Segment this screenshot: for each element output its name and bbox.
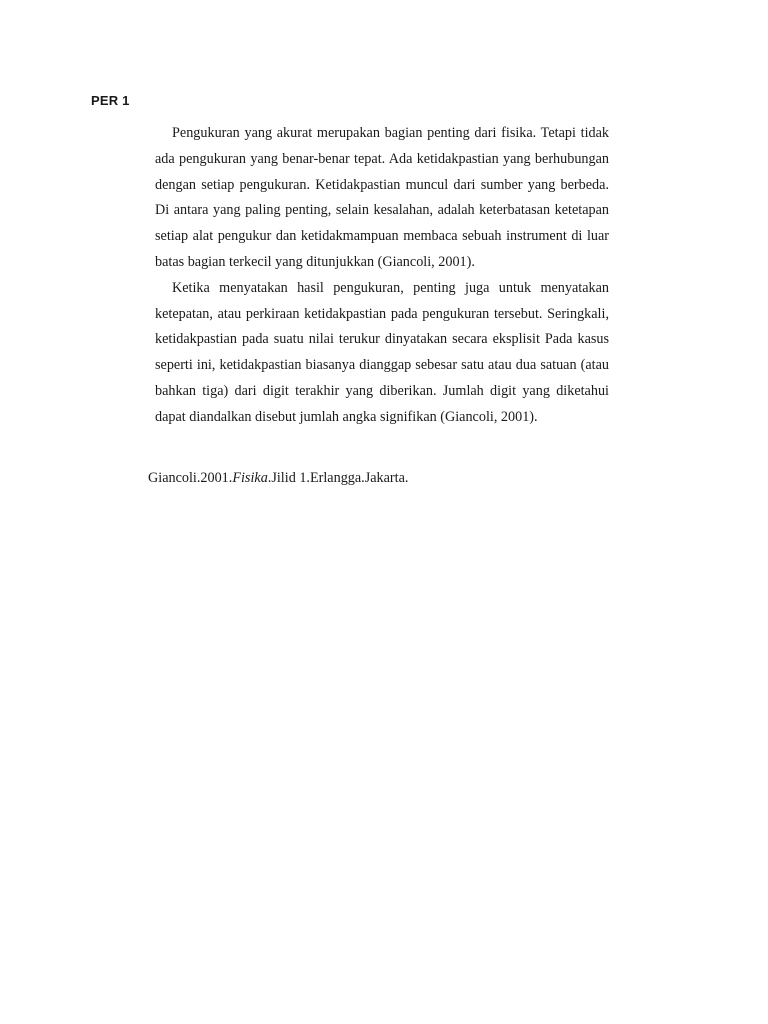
section-heading: PER 1 <box>91 93 130 108</box>
reference-author-year: Giancoli.2001. <box>148 470 233 486</box>
paragraph-1: Pengukuran yang akurat merupakan bagian penting dari fisika. Tetapi tidak ada pengukuran yang benar-benar tepat. Ada ketidakpastian yang berhubungan dengan setiap pengukuran. Ketidakpastian muncul dari sumber yang berbeda. Di antara yang paling penting, selain kesalahan, adalah keterbatasan ketetapan setiap alat pengukur dan ketidakmampuan membaca sebuah instrument di luar batas bagian terkecil yang ditunjukkan (Giancoli, 2001). <box>155 125 609 270</box>
body-text <box>155 121 609 431</box>
reference-citation <box>148 466 408 491</box>
reference-book-title: Fisika <box>232 470 268 486</box>
paragraph-2: Ketika menyatakan hasil pengukuran, penting juga untuk menyatakan ketepatan, atau perkiraan ketidakpastian pada pengukuran tersebut. Seringkali, ketidakpastian pada suatu nilai terukur dinyatakan secara eksplisit Pada kasus seperti ini, ketidakpastian biasanya dianggap sebesar satu atau dua satuan (atau bahkan tiga) dari digit terakhir yang diberikan. Jumlah digit yang diketahui dapat diandalkan disebut jumlah angka signifikan (Giancoli, 2001). <box>155 279 609 425</box>
reference-details: .Jilid 1.Erlangga.Jakarta. <box>267 470 409 486</box>
